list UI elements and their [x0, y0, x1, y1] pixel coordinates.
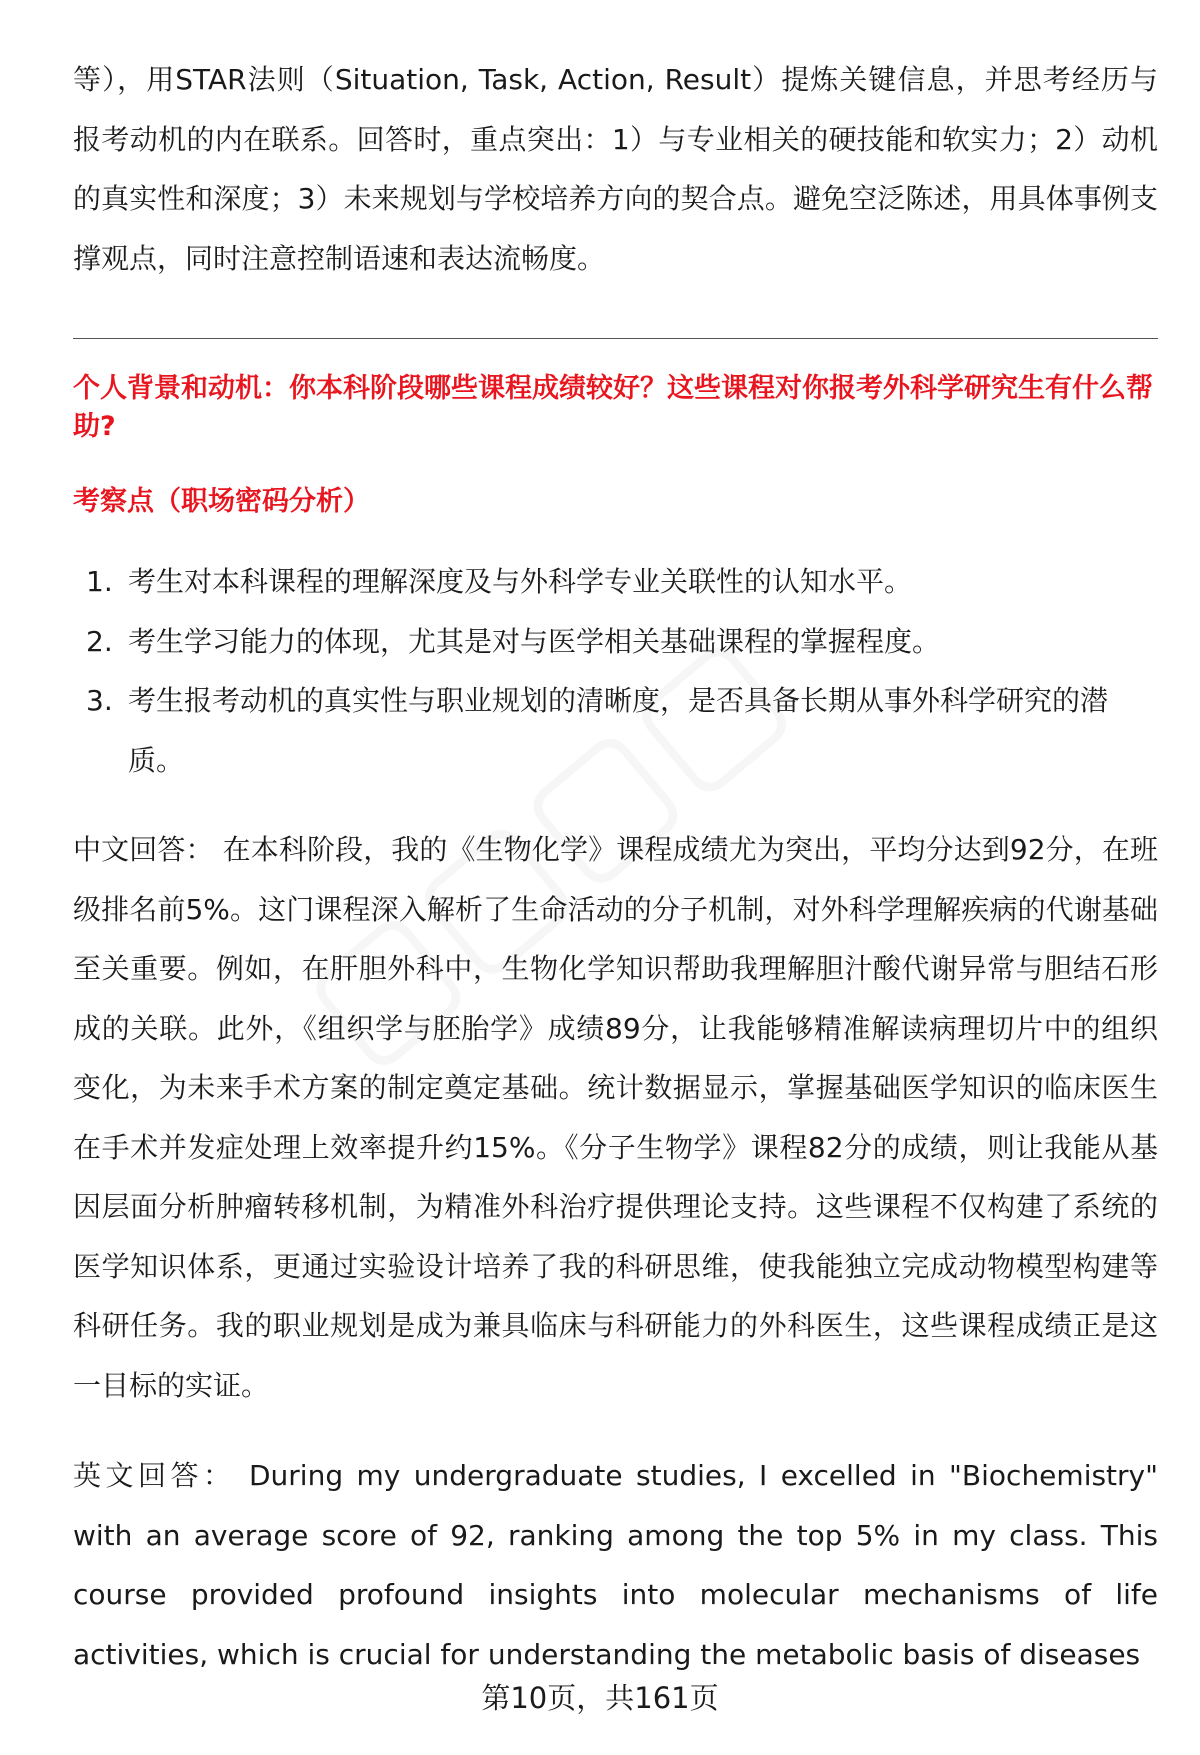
list-item — [73, 612, 1158, 672]
english-answer: 英文回答： During my undergraduate studies, I excelled in "Biochemistry" with an average score of 92, ranking among the top 5% in my class. This course provided profound insights into molecular mechanisms of life activities, which is crucial for understanding the metabolic basis of diseases — [73, 1459, 1158, 1671]
section-divider — [73, 338, 1158, 339]
assessment-list — [73, 552, 1158, 790]
chinese-answer: 中文回答： 在本科阶段，我的《生物化学》课程成绩尤为突出，平均分达到92分，在班级排名前5%。这门课程深入解析了生命活动的分子机制，对外科学理解疾病的代谢基础至关重要。例如，在肝胆外科中，生物化学知识帮助我理解胆汁酸代谢异常与胆结石形成的关联。此外，《组织学与胚胎学》成绩89分，让我能够精准解读病理切片中的组织变化，为未来手术方案的制定奠定基础。统计数据显示，掌握基础医学知识的临床医生在手术并发症处理上效率提升约15%。《分子生物学》课程82分的成绩，则让我能从基因层面分析肿瘤转移机制，为精准外科治疗提供理论支持。这些课程不仅构建了系统的医学知识体系，更通过实验设计培养了我的科研思维，使我能独立完成动物模型构建等科研任务。我的职业规划是成为兼具临床与科研能力的外科医生，这些课程成绩正是这一目标的实证。 — [73, 833, 1158, 1402]
list-text: 考生对本科课程的理解深度及与外科学专业关联性的认知水平。 — [128, 565, 913, 598]
list-item — [73, 671, 1158, 790]
list-item — [73, 552, 1158, 612]
page-number: 第10页，共161页 — [481, 1681, 719, 1715]
list-text: 考生学习能力的体现，尤其是对与医学相关基础课程的掌握程度。 — [128, 624, 941, 658]
list-number: 2. — [86, 624, 113, 658]
list-number: 1. — [86, 565, 113, 598]
list-text: 考生报考动机的真实性与职业规划的清晰度，是否具备长期从事外科学研究的潜质。 — [128, 684, 1109, 777]
question-heading: 个人背景和动机：你本科阶段哪些课程成绩较好？这些课程对你报考外科学研究生有什么帮助? — [73, 373, 1153, 442]
assessment-heading: 考察点（职场密码分析） — [73, 486, 370, 517]
intro-paragraph: 等），用STAR法则（Situation, Task, Action, Result）提炼关键信息，并思考经历与报考动机的内在联系。回答时，重点突出：1）与专业相关的硬技能和软实力；2）动机的真实性和深度；3）未来规划与学校培养方向的契合点。避免空泛陈述，用具体事例支撑观点，同时注意控制语速和表达流畅度。 — [73, 63, 1158, 275]
list-number: 3. — [86, 684, 113, 717]
